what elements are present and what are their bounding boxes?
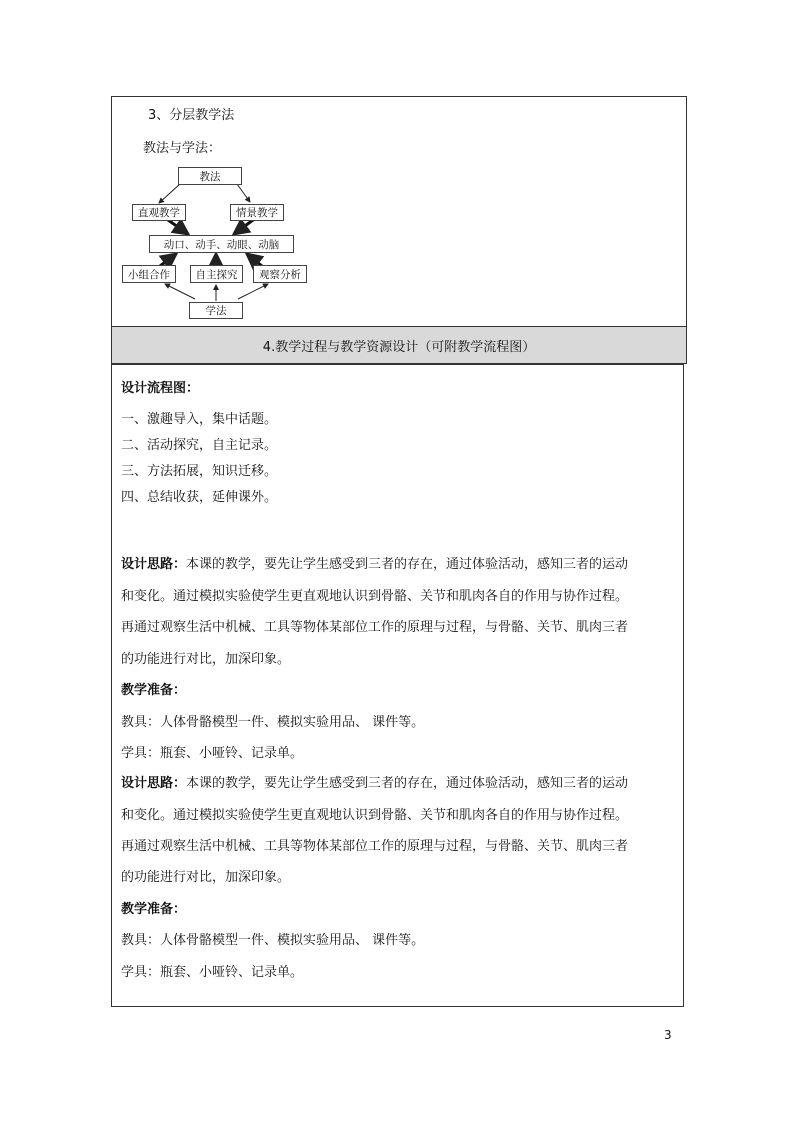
prep-student: 学具：瓶套、小哑铃、记录单。	[121, 746, 304, 761]
diagram-center: 动口、动手、动眼、动脑	[149, 235, 294, 253]
design-text: 本课的教学，要先让学生感受到三者的存在，通过体验活动，感知三者的运动	[186, 776, 629, 791]
design-line: 和变化。通过模拟实验使学生更直观地认识到骨骼、关节和肌肉各自的作用与协作过程。	[121, 808, 629, 823]
section4-header-text: 4.教学过程与教学资源设计（可附教学流程图）	[262, 339, 536, 355]
section3-subtitle: 教法与学法：	[143, 141, 222, 156]
design-label: 设计思路：	[121, 557, 187, 572]
section3-title: 3、分层教学法	[148, 108, 235, 123]
prep-label: 教学准备：	[121, 683, 187, 698]
design-line: 的功能进行对比，加深印象。	[121, 652, 291, 667]
design-line: 再通过观察生活中机械、工具等物体某部位工作的原理与过程，与骨骼、关节、肌肉三者	[121, 839, 629, 854]
diagram-intuitive-teaching: 直观教学	[132, 204, 186, 221]
diagram-group-cooperation: 小组合作	[122, 265, 176, 283]
flow-step: 四、总结收获，延伸课外。	[121, 490, 278, 505]
prep-label: 教学准备：	[121, 902, 187, 917]
prep-teacher: 教具：人体骨骼模型一件、模拟实验用品、 课件等。	[121, 715, 425, 730]
diagram-observe-analyze: 观察分析	[253, 265, 307, 283]
design-label: 设计思路：	[121, 776, 187, 791]
flow-step: 一、激趣导入，集中话题。	[121, 412, 278, 427]
flow-step: 三、方法拓展，知识迁移。	[121, 464, 278, 479]
design-text: 本课的教学，要先让学生感受到三者的存在，通过体验活动，感知三者的运动	[186, 557, 629, 572]
section4-header	[111, 326, 687, 364]
prep-teacher: 教具：人体骨骼模型一件、模拟实验用品、 课件等。	[121, 933, 425, 948]
design-line: 的功能进行对比，加深印象。	[121, 870, 291, 885]
design-line	[121, 772, 628, 791]
prep-student: 学具：瓶套、小哑铃、记录单。	[121, 965, 304, 980]
design-line: 和变化。通过模拟实验使学生更直观地认识到骨骼、关节和肌肉各自的作用与协作过程。	[121, 589, 629, 604]
design-line	[121, 553, 628, 572]
flow-step: 二、活动探究，自主记录。	[121, 438, 278, 453]
page-number: 3	[664, 1028, 672, 1042]
diagram-learn-method: 学法	[189, 302, 243, 319]
flow-title: 设计流程图：	[121, 381, 200, 396]
diagram-scenario-teaching: 情景教学	[230, 204, 284, 221]
diagram-teach-method: 教法	[178, 167, 242, 185]
design-line: 再通过观察生活中机械、工具等物体某部位工作的原理与过程，与骨骼、关节、肌肉三者	[121, 620, 629, 635]
diagram-self-exploration: 自主探究	[190, 265, 243, 283]
